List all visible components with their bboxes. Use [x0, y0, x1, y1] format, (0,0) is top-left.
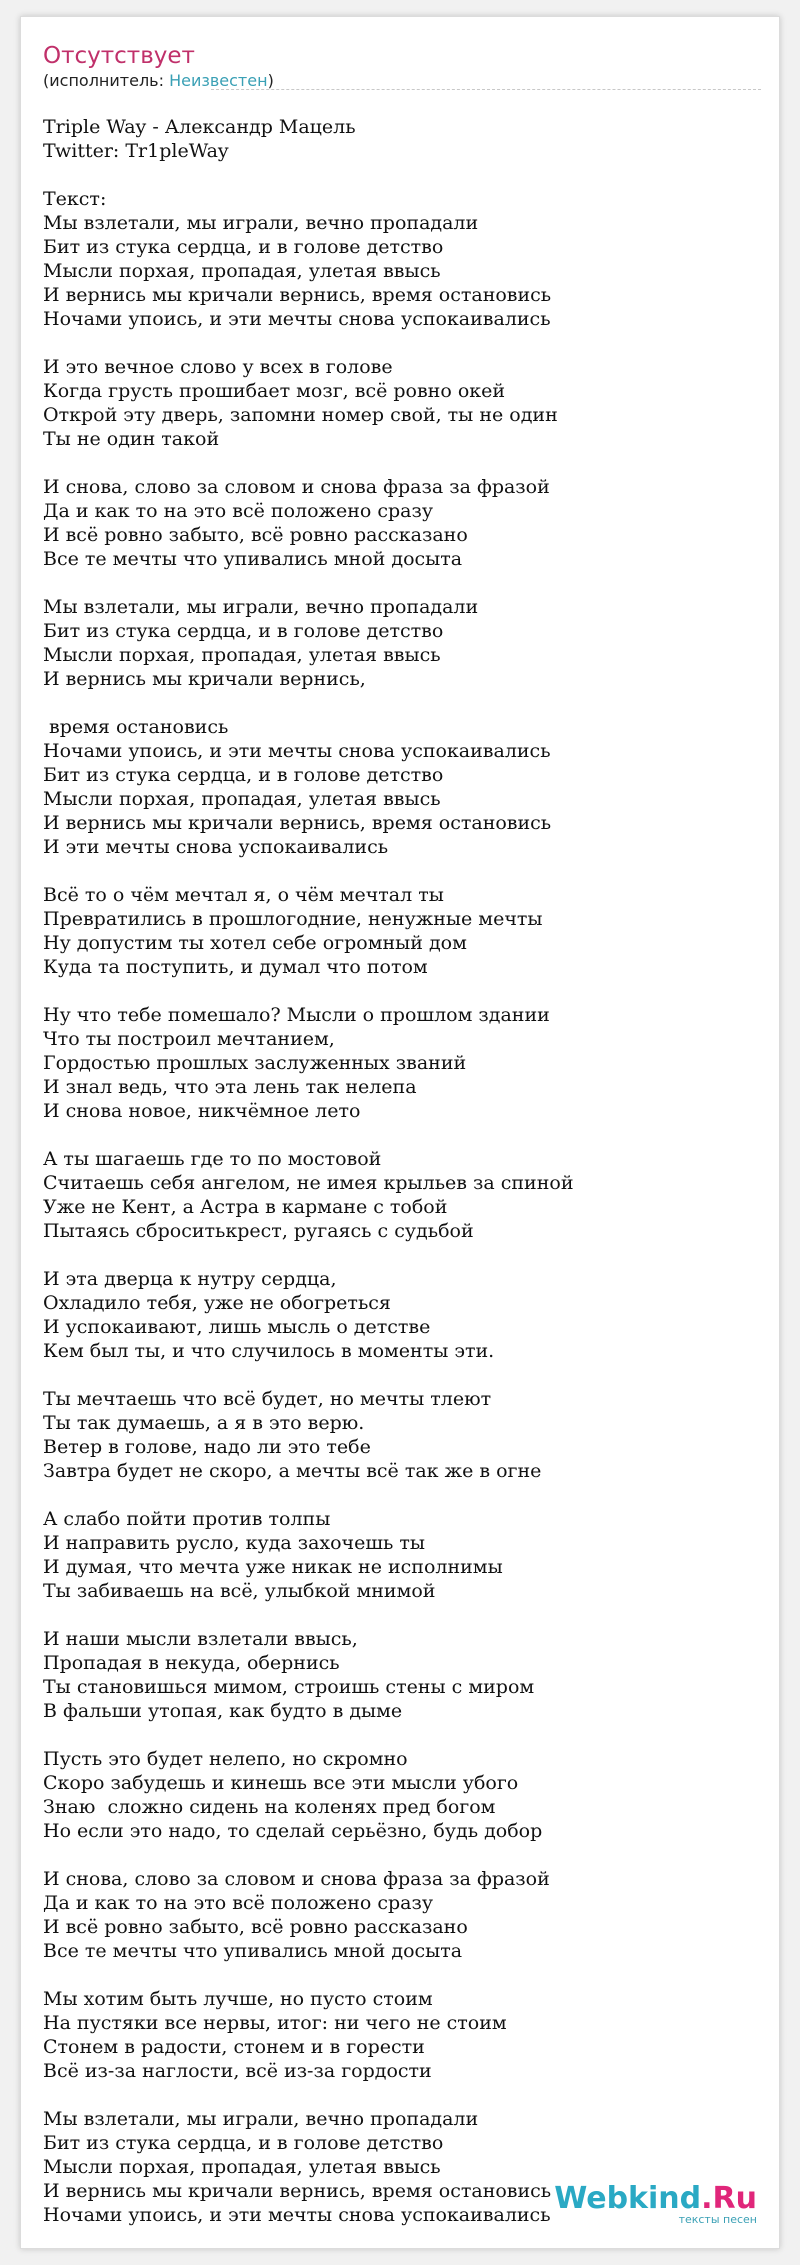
lyric-line: И снова, слово за словом и снова фраза за фразой	[43, 476, 550, 498]
lyric-line: И наши мысли взлетали ввысь,	[43, 1628, 358, 1650]
stanza-gap	[43, 1843, 763, 1867]
lyric-line: И снова новое, никчёмное лето	[43, 1100, 361, 1122]
lyric-line: Превратились в прошлогодние, ненужные мечты	[43, 908, 543, 930]
stanza-gap	[43, 1363, 763, 1387]
lyric-line: И знал ведь, что эта лень так нелепа	[43, 1076, 417, 1098]
stanza-gap	[43, 451, 763, 475]
stanza-gap	[43, 1123, 763, 1147]
stanza-gap	[43, 2083, 763, 2107]
lyric-line: И всё ровно забыто, всё ровно рассказано	[43, 1916, 468, 1938]
stanza-gap	[43, 331, 763, 355]
stanza-gap	[43, 1483, 763, 1507]
lyric-line: И думая, что мечта уже никак не исполнимы	[43, 1556, 503, 1578]
lyric-line: Мысли порхая, пропадая, улетая ввысь	[43, 788, 441, 810]
lyric-line: Ну что тебе помешало? Мысли о прошлом здании	[43, 1004, 550, 1026]
lyric-line: Когда грусть прошибает мозг, всё ровно окей	[43, 380, 506, 402]
lyric-line: Ты забиваешь на всё, улыбкой мнимой	[43, 1580, 436, 1602]
stanza-gap	[43, 1243, 763, 1267]
lyric-line: И всё ровно забыто, всё ровно рассказано	[43, 524, 468, 546]
lyric-line: Уже не Кент, а Астра в кармане с тобой	[43, 1196, 448, 1218]
lyric-line: Мы взлетали, мы играли, вечно пропадали	[43, 2108, 479, 2130]
watermark-tagline: тексты песен	[678, 2213, 757, 2226]
lyric-line: Пытаясь сброситькрест, ругаясь с судьбой	[43, 1220, 474, 1242]
lyric-line: На пустяки все нервы, итог: ни чего не стоим	[43, 2012, 507, 2034]
lyric-line: А ты шагаешь где то по мостовой	[43, 1148, 382, 1170]
page-card	[20, 16, 780, 2249]
lyric-line: И успокаивают, лишь мысль о детстве	[43, 1316, 431, 1338]
lyric-line: Мысли порхая, пропадая, улетая ввысь	[43, 2156, 441, 2178]
stanza-gap	[43, 979, 763, 1003]
lyric-line: Ночами упоись, и эти мечты снова успокаивались	[43, 740, 551, 762]
lyric-line: Все те мечты что упивались мной досыта	[43, 548, 463, 570]
lyric-line: И снова, слово за словом и снова фраза за фразой	[43, 1868, 550, 1890]
lyric-line: Знаю сложно сидень на коленях пред богом	[43, 1796, 496, 1818]
lyric-line: время остановись	[43, 716, 229, 738]
watermark-brand: Webkind	[554, 2181, 702, 2216]
lyric-line: И это вечное слово у всех в голове	[43, 356, 393, 378]
lyric-line: Считаешь себя ангелом, не имея крыльев за спиной	[43, 1172, 574, 1194]
lyric-line: Бит из стука сердца, и в голове детство	[43, 764, 444, 786]
stanza-gap	[43, 1723, 763, 1747]
lyric-line: И эти мечты снова успокаивались	[43, 836, 389, 858]
lyric-line: Текст:	[43, 188, 107, 210]
lyric-line: Ночами упоись, и эти мечты снова успокаивались	[43, 2204, 551, 2226]
stanza-gap	[43, 691, 763, 715]
lyric-line: Twitter: Tr1pleWay	[43, 140, 229, 162]
lyric-line: Пусть это будет нелепо, но скромно	[43, 1748, 408, 1770]
lyric-line: Да и как то на это всё положено сразу	[43, 500, 434, 522]
lyric-line: Мы хотим быть лучше, но пусто стоим	[43, 1988, 433, 2010]
lyric-line: Мысли порхая, пропадая, улетая ввысь	[43, 260, 441, 282]
lyric-line: И эта дверца к нутру сердца,	[43, 1268, 337, 1290]
lyric-line: Мы взлетали, мы играли, вечно пропадали	[43, 596, 479, 618]
stanza-gap	[43, 1603, 763, 1627]
artist-prefix: (исполнитель:	[43, 71, 170, 90]
stanza-gap	[43, 163, 763, 187]
lyric-line: Мы взлетали, мы играли, вечно пропадали	[43, 212, 479, 234]
stanza-gap	[43, 1963, 763, 1987]
watermark-logo	[554, 2183, 757, 2226]
lyric-line: Кем был ты, и что случилось в моменты эти.	[43, 1340, 495, 1362]
lyric-line: Но если это надо, то сделай серьёзно, будь добор	[43, 1820, 543, 1842]
lyric-line: Бит из стука сердца, и в голове детство	[43, 620, 444, 642]
lyric-line: Мысли порхая, пропадая, улетая ввысь	[43, 644, 441, 666]
lyric-line: Ночами упоись, и эти мечты снова успокаивались	[43, 308, 551, 330]
lyric-line: Скоро забудешь и кинешь все эти мысли убого	[43, 1772, 519, 1794]
lyric-line: И направить русло, куда захочешь ты	[43, 1532, 426, 1554]
lyric-line: Все те мечты что упивались мной досыта	[43, 1940, 463, 1962]
lyric-line: Всё то о чём мечтал я, о чём мечтал ты	[43, 884, 444, 906]
lyric-line: Бит из стука сердца, и в голове детство	[43, 2132, 444, 2154]
lyric-line: Бит из стука сердца, и в голове детство	[43, 236, 444, 258]
lyrics-body	[43, 115, 763, 2227]
lyric-line: Ты становишься мимом, строишь стены с миром	[43, 1676, 535, 1698]
lyric-line: И вернись мы кричали вернись, время остановись	[43, 2180, 552, 2202]
lyric-line: Охладило тебя, уже не обогреться	[43, 1292, 391, 1314]
lyric-line: И вернись мы кричали вернись, время остановись	[43, 284, 552, 306]
song-title: Отсутствует	[43, 43, 195, 69]
lyric-line: И вернись мы кричали вернись,	[43, 668, 366, 690]
lyric-line: Ты так думаешь, а я в это верю.	[43, 1412, 365, 1434]
stanza-gap	[43, 859, 763, 883]
lyric-line: Ты не один такой	[43, 428, 220, 450]
watermark-brand-line	[554, 2183, 757, 2215]
lyric-line: Завтра будет не скоро, а мечты всё так же в огне	[43, 1460, 542, 1482]
lyric-line: Triple Way - Александр Мацель	[43, 116, 356, 138]
watermark-tld: .Ru	[701, 2181, 757, 2216]
lyric-line: Пропадая в некуда, обернись	[43, 1652, 340, 1674]
artist-line	[43, 71, 274, 90]
lyric-line: И вернись мы кричали вернись, время остановись	[43, 812, 552, 834]
lyric-line: Стонем в радости, стонем и в горести	[43, 2036, 425, 2058]
header-divider	[211, 89, 761, 90]
lyric-line: Ветер в голове, надо ли это тебе	[43, 1436, 371, 1458]
lyric-line: Ты мечтаешь что всё будет, но мечты тлеют	[43, 1388, 492, 1410]
lyric-line: Ну допустим ты хотел себе огромный дом	[43, 932, 467, 954]
artist-suffix: )	[267, 71, 274, 90]
lyric-line: Открой эту дверь, запомни номер свой, ты не один	[43, 404, 558, 426]
lyric-line: Всё из-за наглости, всё из-за гордости	[43, 2060, 432, 2082]
lyric-line: Гордостью прошлых заслуженных званий	[43, 1052, 467, 1074]
lyric-line: В фальши утопая, как будто в дыме	[43, 1700, 403, 1722]
lyric-line: Куда та поступить, и думал что потом	[43, 956, 428, 978]
lyric-line: Что ты построил мечтанием,	[43, 1028, 335, 1050]
artist-link[interactable]: Неизвестен	[169, 71, 268, 90]
lyric-line: Да и как то на это всё положено сразу	[43, 1892, 434, 1914]
stanza-gap	[43, 571, 763, 595]
lyric-line: А слабо пойти против толпы	[43, 1508, 331, 1530]
